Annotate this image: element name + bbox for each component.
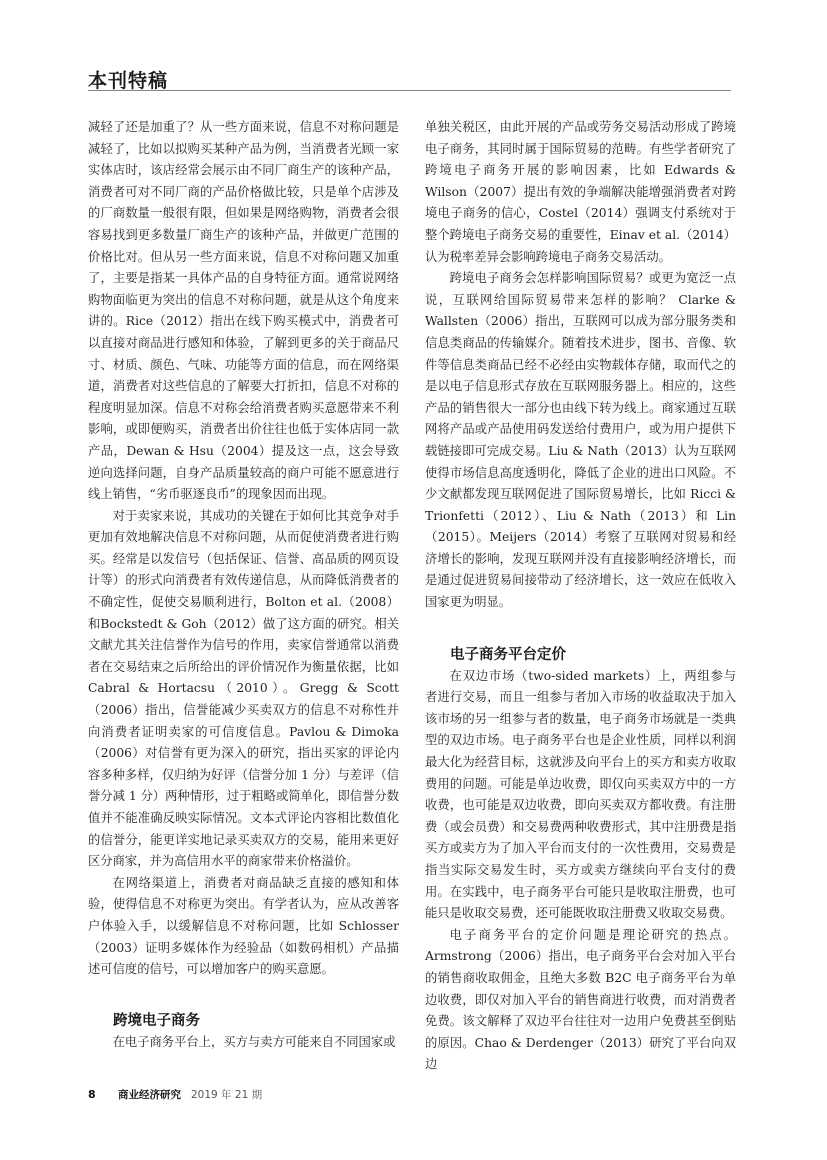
section-heading-cross-border: 跨境电子商务: [113, 1012, 200, 1029]
header-divider: [88, 90, 731, 91]
body-paragraph: 在电子商务平台上，买方与卖方可能来自不同国家或: [112, 1034, 396, 1049]
body-paragraph: 在网络渠道上，消费者对商品缺乏直接的感知和体验，使得信息不对称更为突出。有学者认为，应从改善客户体验入手，以缓解信息不对称问题，比如 Schlosser（2003）证明多媒体作为经验品（如数码相机）产品描述可信度的信号，可以增加客户的购买意愿。: [88, 875, 399, 977]
page-number: 8: [88, 1088, 96, 1101]
body-paragraph: 在双边市场（two-sided markets）上，两组参与者进行交易，而且一组参与者加入市场的收益取决于加入该市场的另一组参与者的数量，电子商务市场就是一类典型的双边市场。电子商务平台也是企业性质，同样以利润最大化为经营目标，这就涉及向平台上的买方和卖方收取费用的问题。可能是单边收费，即仅向买卖双方中的一方收费，也可能是双边收费，即向买卖双方都收费。有注册费（或会员费）和交易费两种收费形式，其中注册费是指买方或卖方为了加入平台而支付的一次性费用，交易费是指当实际交易发生时，买方或卖方继续向平台支付的费用。在实践中，电子商务平台可能只是收取注册费，也可能只是收取交易费，还可能既收取注册费又收取交易费。: [425, 668, 736, 921]
page-footer: [88, 1087, 262, 1102]
body-paragraph: 跨境电子商务会怎样影响国际贸易？或更为宽泛一点说，互联网给国际贸易带来怎样的影响？ Clarke & Wallsten（2006）指出，互联网可以成为部分服务类和信息类商品的传输媒介。随着技术进步，图书、音像、软件等信息类商品已经不必经由实物载体存储，取而代之的是以电子信息形式存放在互联网服务器上。相应的，这些产品的销售很大一部分也由线下转为线上。商家通过互联网将产品或产品使用码发送给付费用户，或为用户提供下载链接即可完成交易。Liu & Nath（2013）认为互联网使得市场信息高度透明化，降低了企业的进出口风险。不少文献都发现互联网促进了国际贸易增长，比如 Ricci & Trionfetti（2012）、Liu & Nath（2013）和 Lin（2015）。Meijers（2014）考察了互联网对贸易和经济增长的影响，发现互联网并没有直接影响经济增长，而是通过促进贸易间接带动了经济增长，这一效应在低收入国家更为明显。: [425, 271, 736, 610]
body-paragraph: 减轻了还是加重了？从一些方面来说，信息不对称问题是减轻了，比如以拟购买某种产品为例，当消费者光顾一家实体店时，该店经常会展示由不同厂商生产的该种产品，消费者可对不同厂商的产品价格做比较，只是单个店涉及的厂商数量一般很有限，但如果是网络购物，消费者会很容易找到更多数量厂商生产的该种产品，并做更广范围的价格比对。但从另一些方面来说，信息不对称问题又加重了，主要是指某一具体产品的自身特征方面。通常说网络购物面临更为突出的信息不对称问题，就是从这个角度来讲的。Rice（2012）指出在线下购买模式中，消费者可以直接对商品进行感知和体验，了解到更多的关于商品尺寸、材质、颜色、气味、功能等方面的信息，而在网络渠道，消费者对这些信息的了解要大打折扣，信息不对称的程度明显加深。信息不对称会给消费者购买意愿带来不利影响，或即便购买，消费者出价往往也低于实体店同一款产品，Dewan & Hsu（2004）提及这一点，这会导致逆向选择问题，自身产品质量较高的商户可能不愿意进行线上销售，“劣币驱逐良币”的现象因而出现。: [88, 120, 399, 502]
section-title: 本刊特稿: [88, 70, 169, 92]
journal-name: 商业经济研究: [118, 1089, 181, 1101]
section-heading-platform-pricing: 电子商务平台定价: [450, 646, 566, 663]
left-column: [88, 117, 399, 1053]
body-paragraph: 单独关税区，由此开展的产品或劳务交易活动形成了跨境电子商务，其同时属于国际贸易的范畴。有些学者研究了跨境电子商务开展的影响因素，比如 Edwards & Wilson（2007）提出有效的争端解决能增强消费者对跨境电子商务的信心，Costel（2014）强调支付系统对于整个跨境电子商务交易的重要性，Einav et al.（2014）认为税率差异会影响跨境电子商务交易活动。: [425, 120, 736, 264]
body-paragraph: 电子商务平台的定价问题是理论研究的热点。Armstrong（2006）指出，电子商务平台会对加入平台的销售商收取佣金，且绝大多数 B2C 电子商务平台为单边收费，即仅对加入平台的销售商进行收费，而对消费者免费。该文解释了双边平台往往对一边用户免费甚至倒贴的原因。Chao & Derdenger（2013）研究了平台向双边: [425, 927, 736, 1072]
body-paragraph: 对于卖家来说，其成功的关键在于如何比其竞争对手更加有效地解决信息不对称问题，从而促使消费者进行购买。经常是以发信号（包括保证、信誉、高品质的网页设计等）的形式向消费者有效传递信息，从而降低消费者的不确定性，促使交易顺利进行，Bolton et al.（2008）和Bockstedt & Goh（2012）做了这方面的研究。相关文献尤其关注信誉作为信号的作用，卖家信誉通常以消费者在交易结束之后所给出的评价情况作为衡量依据，比如 Cabral & Hortacsu（2010）。Gregg & Scott（2006）指出，信誉能减少买卖双方的信息不对称性并向消费者证明卖家的可信度信息。Pavlou & Dimoka（2006）对信誉有更为深入的研究，指出买家的评论内容多种多样，仅归纳为好评（信誉分加 1 分）与差评（信誉分减 1 分）两种情形，过于粗略或简单化，即信誉分数值并不能准确反映实际情况。文本式评论内容相比数值化的信誉分，能更详实地记录买卖双方的交易，能用来更好区分商家，并为高信用水平的商家带来价格溢价。: [88, 508, 399, 869]
right-column: [425, 117, 736, 1076]
issue-label: 2019 年 21 期: [191, 1089, 263, 1101]
